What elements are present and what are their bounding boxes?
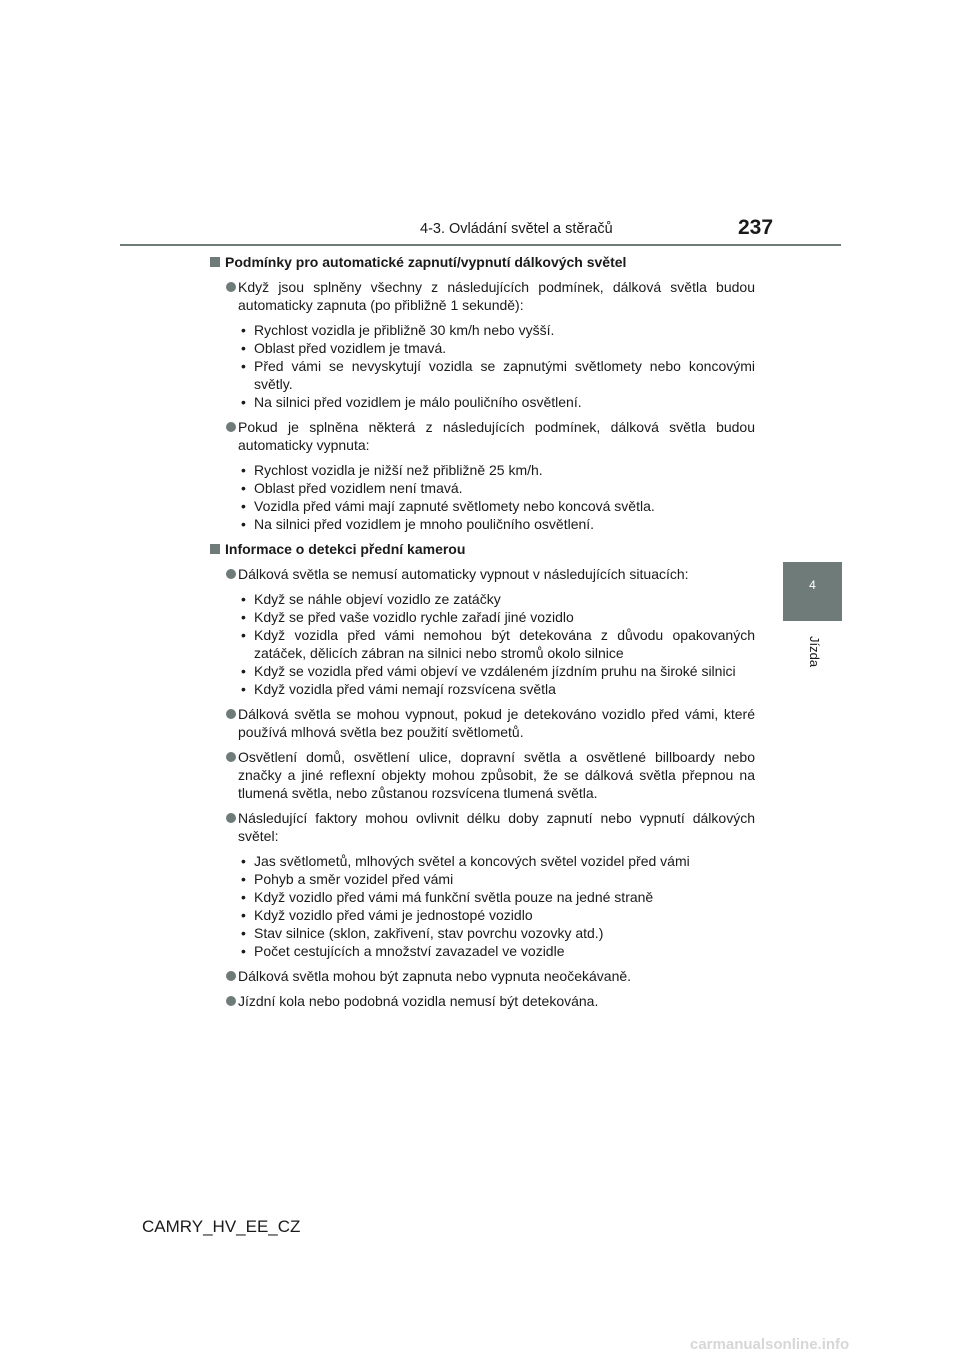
- bullet-dot-icon: •: [241, 322, 246, 338]
- bullet-dot-icon: •: [241, 591, 246, 607]
- paragraph-text: Dálková světla mohou být zapnuta nebo vypnuta neočekávaně.: [238, 968, 632, 984]
- circle-bullet-icon: [226, 971, 236, 981]
- bullet-paragraph: [210, 992, 755, 1010]
- section-heading: [210, 540, 755, 558]
- list-item: [238, 608, 755, 626]
- list-item: [238, 515, 755, 533]
- watermark: carmanualsonline.info: [690, 1336, 850, 1353]
- list-item: [238, 321, 755, 339]
- paragraph-text: Když jsou splněny všechny z následujících podmínek, dálková světla budou automaticky zapnuta (po přibližně 1 sekundě):: [238, 279, 755, 313]
- list-item: [238, 497, 755, 515]
- section-heading-text: Podmínky pro automatické zapnutí/vypnutí dálkových světel: [225, 254, 627, 270]
- list-item-text: Když se vozidla před vámi objeví ve vzdáleném jízdním pruhu na široké silnici: [254, 663, 736, 679]
- list-item: [238, 461, 755, 479]
- list-item: [238, 870, 755, 888]
- list-item-text: Když se před vaše vozidlo rychle zařadí jiné vozidlo: [254, 609, 574, 625]
- bullet-dot-icon: •: [241, 889, 246, 905]
- list-item: [238, 339, 755, 357]
- list-item-text: Když vozidla před vámi nemohou být detekována z důvodu opakovaných zatáček, dělicích zábran na silnici nebo stromů okolo silnice: [254, 627, 755, 661]
- header-divider: [120, 244, 841, 246]
- list-item-text: Vozidla před vámi mají zapnuté světlomety nebo koncová světla.: [254, 498, 655, 514]
- list-item-text: Na silnici před vozidlem je mnoho pouličního osvětlení.: [254, 516, 595, 532]
- sub-list: [210, 852, 755, 960]
- bullet-dot-icon: •: [241, 340, 246, 356]
- bullet-dot-icon: •: [241, 516, 246, 532]
- bullet-dot-icon: •: [241, 609, 246, 625]
- bullet-dot-icon: •: [241, 907, 246, 923]
- list-item-text: Stav silnice (sklon, zakřivení, stav povrchu vozovky atd.): [254, 925, 604, 941]
- bullet-paragraph: [210, 748, 755, 802]
- list-item: [238, 662, 755, 680]
- circle-bullet-icon: [226, 282, 236, 292]
- bullet-dot-icon: •: [241, 871, 246, 887]
- paragraph-text: Dálková světla se mohou vypnout, pokud je detekováno vozidlo před vámi, které používá mlhová světla bez použití světlometů.: [238, 706, 755, 740]
- sub-list: [210, 321, 755, 411]
- bullet-paragraph: [210, 565, 755, 583]
- bullet-paragraph: [210, 967, 755, 985]
- bullet-dot-icon: •: [241, 925, 246, 941]
- bullet-dot-icon: •: [241, 498, 246, 514]
- list-item-text: Když se náhle objeví vozidlo ze zatáčky: [254, 591, 501, 607]
- square-bullet-icon: [210, 544, 220, 554]
- list-item: [238, 357, 755, 393]
- bullet-dot-icon: •: [241, 480, 246, 496]
- list-item: [238, 924, 755, 942]
- paragraph-text: Pokud je splněna některá z následujících podmínek, dálková světla budou automaticky vypnuta:: [238, 419, 755, 453]
- list-item-text: Když vozidlo před vámi má funkční světla pouze na jedné straně: [254, 889, 654, 905]
- list-item-text: Rychlost vozidla je nižší než přibližně 25 km/h.: [254, 462, 543, 478]
- circle-bullet-icon: [226, 752, 236, 762]
- bullet-paragraph: [210, 278, 755, 314]
- circle-bullet-icon: [226, 569, 236, 579]
- circle-bullet-icon: [226, 422, 236, 432]
- bullet-dot-icon: •: [241, 681, 246, 697]
- list-item-text: Když vozidlo před vámi je jednostopé vozidlo: [254, 907, 533, 923]
- page-content: [210, 253, 755, 1017]
- circle-bullet-icon: [226, 996, 236, 1006]
- bullet-paragraph: [210, 809, 755, 845]
- section-heading-text: Informace o detekci přední kamerou: [225, 541, 466, 557]
- bullet-paragraph: [210, 418, 755, 454]
- bullet-dot-icon: •: [241, 462, 246, 478]
- list-item: [238, 680, 755, 698]
- bullet-dot-icon: •: [241, 627, 246, 643]
- list-item-text: Jas světlometů, mlhových světel a koncových světel vozidel před vámi: [254, 853, 690, 869]
- sub-list: [210, 590, 755, 698]
- list-item: [238, 393, 755, 411]
- circle-bullet-icon: [226, 813, 236, 823]
- sub-list: [210, 461, 755, 533]
- list-item: [238, 906, 755, 924]
- list-item: [238, 888, 755, 906]
- list-item: [238, 626, 755, 662]
- list-item-text: Na silnici před vozidlem je málo pouličního osvětlení.: [254, 394, 582, 410]
- page-number: 237: [738, 216, 774, 239]
- circle-bullet-icon: [226, 709, 236, 719]
- bullet-dot-icon: •: [241, 663, 246, 679]
- section-title: 4-3. Ovládání světel a stěračů: [420, 221, 613, 237]
- list-item-text: Oblast před vozidlem je tmavá.: [254, 340, 447, 356]
- list-item-text: Před vámi se nevyskytují vozidla se zapnutými světlomety nebo koncovými světly.: [254, 358, 755, 392]
- bullet-paragraph: [210, 705, 755, 741]
- section-heading: [210, 253, 755, 271]
- paragraph-text: Následující faktory mohou ovlivnit délku doby zapnutí nebo vypnutí dálkových světel:: [238, 810, 755, 844]
- chapter-label: Jízda: [807, 636, 822, 668]
- paragraph-text: Dálková světla se nemusí automaticky vypnout v následujících situacích:: [238, 566, 689, 582]
- list-item: [238, 479, 755, 497]
- paragraph-text: Osvětlení domů, osvětlení ulice, dopravní světla a osvětlené billboardy nebo značky a jiné reflexní objekty mohou způsobit, že se dálková světla přepnou na tlumená světla, nebo zůstanou rozsvícena tlumená světla.: [238, 749, 755, 801]
- list-item-text: Rychlost vozidla je přibližně 30 km/h nebo vyšší.: [254, 322, 555, 338]
- list-item-text: Pohyb a směr vozidel před vámi: [254, 871, 454, 887]
- chapter-tab: [783, 562, 842, 621]
- list-item: [238, 852, 755, 870]
- list-item: [238, 942, 755, 960]
- chapter-number: 4: [809, 578, 816, 592]
- list-item-text: Počet cestujících a množství zavazadel ve vozidle: [254, 943, 565, 959]
- bullet-dot-icon: •: [241, 943, 246, 959]
- document-code: CAMRY_HV_EE_CZ: [142, 1217, 301, 1236]
- paragraph-text: Jízdní kola nebo podobná vozidla nemusí být detekována.: [238, 993, 599, 1009]
- bullet-dot-icon: •: [241, 358, 246, 374]
- list-item-text: Oblast před vozidlem není tmavá.: [254, 480, 463, 496]
- bullet-dot-icon: •: [241, 853, 246, 869]
- list-item-text: Když vozidla před vámi nemají rozsvícena světla: [254, 681, 556, 697]
- square-bullet-icon: [210, 257, 220, 267]
- bullet-dot-icon: •: [241, 394, 246, 410]
- list-item: [238, 590, 755, 608]
